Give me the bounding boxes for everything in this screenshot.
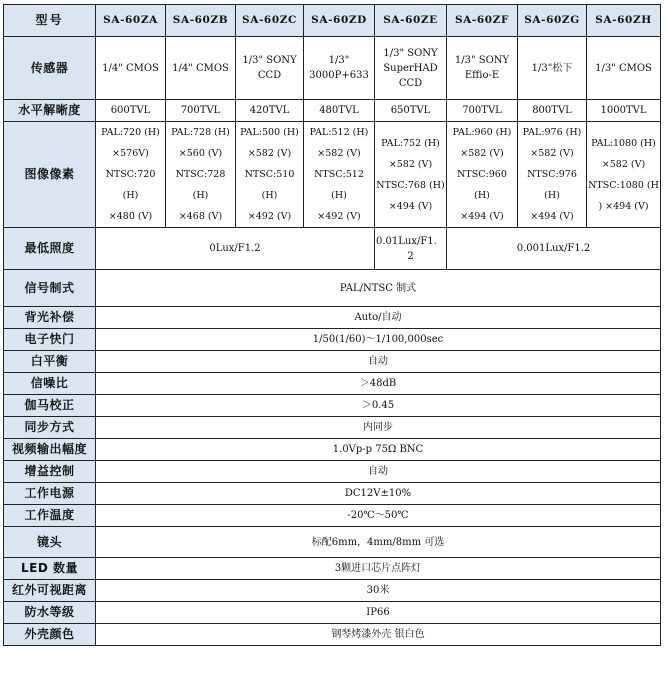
row-value: PAL/NTSC 制式	[96, 270, 661, 307]
row-value: 钢琴烤漆外壳 银白色	[96, 624, 661, 646]
row-value: 1.0Vp-p 75Ω BNC	[96, 439, 661, 461]
illumination-group-3: 0.001Lux/F1.2	[447, 228, 661, 270]
row-label: 工作温度	[4, 505, 96, 527]
pixels-cell: PAL:500 (H) ×582 (V) NTSC:510 (H) ×492 (V)	[236, 122, 304, 228]
row-value: 标配6mm，4mm/8mm 可选	[96, 527, 661, 558]
model-name: SA-60ZE	[375, 5, 447, 37]
row-value: ＞0.45	[96, 395, 661, 417]
resolution-cell: 700TVL	[166, 100, 236, 122]
row-value: 自动	[96, 461, 661, 483]
model-name: SA-60ZC	[236, 5, 304, 37]
resolution-cell: 480TVL	[304, 100, 375, 122]
row-label: 白平衡	[4, 351, 96, 373]
row-value: DC12V±10%	[96, 483, 661, 505]
spec-row	[4, 461, 661, 483]
sensor-row	[4, 37, 661, 100]
resolution-cell: 650TVL	[375, 100, 447, 122]
row-label: 信号制式	[4, 270, 96, 307]
row-value: 1/50(1/60)～1/100,000sec	[96, 329, 661, 351]
resolution-cell: 700TVL	[447, 100, 518, 122]
spec-row	[4, 483, 661, 505]
resolution-cell: 600TVL	[96, 100, 166, 122]
row-label: 外壳颜色	[4, 624, 96, 646]
illumination-group-2: 0.01Lux/F1. 2	[375, 228, 447, 270]
header-row	[4, 5, 661, 37]
row-value: 自动	[96, 351, 661, 373]
sensor-cell: 1/4" CMOS	[166, 37, 236, 100]
model-name: SA-60ZF	[447, 5, 518, 37]
row-label: 增益控制	[4, 461, 96, 483]
resolution-cell: 800TVL	[518, 100, 587, 122]
illumination-row	[4, 228, 661, 270]
row-value: 3颗进口芯片点阵灯	[96, 558, 661, 580]
pixels-cell: PAL:752 (H) ×582 (V) NTSC:768 (H) ×494 (V)	[375, 122, 447, 228]
spec-row	[4, 439, 661, 461]
spec-row	[4, 270, 661, 307]
pixels-cell: PAL:720 (H) ×576V) NTSC:720 (H) ×480 (V)	[96, 122, 166, 228]
pixels-cell: PAL:1080 (H) ×582 (V) NTSC:1080 (H ) ×494 (V)	[587, 122, 661, 228]
pixels-cell: PAL:728 (H) ×560 (V) NTSC:728 (H) ×468 (V)	[166, 122, 236, 228]
row-value: -20℃～50℃	[96, 505, 661, 527]
row-value: ＞48dB	[96, 373, 661, 395]
spec-row	[4, 373, 661, 395]
spec-row	[4, 580, 661, 602]
sensor-cell: 1/3" 3000P+633	[304, 37, 375, 100]
resolution-row	[4, 100, 661, 122]
spec-row	[4, 417, 661, 439]
row-label: 图像像素	[4, 122, 96, 228]
model-header-label: 型号	[4, 5, 96, 37]
sensor-cell: 1/3" SONY SuperHAD CCD	[375, 37, 447, 100]
pixels-cell: PAL:512 (H) ×582 (V) NTSC:512 (H) ×492 (V)	[304, 122, 375, 228]
resolution-cell: 1000TVL	[587, 100, 661, 122]
row-label: 工作电源	[4, 483, 96, 505]
row-label: 信噪比	[4, 373, 96, 395]
row-value: 30米	[96, 580, 661, 602]
sensor-cell: 1/4" CMOS	[96, 37, 166, 100]
row-label: 伽马校正	[4, 395, 96, 417]
pixels-cell: PAL:960 (H) ×582 (V) NTSC:960 (H) ×494 (V)	[447, 122, 518, 228]
model-name: SA-60ZD	[304, 5, 375, 37]
row-label: LED 数量	[4, 558, 96, 580]
model-name: SA-60ZA	[96, 5, 166, 37]
row-label: 红外可视距离	[4, 580, 96, 602]
spec-row	[4, 602, 661, 624]
sensor-cell: 1/3" SONY CCD	[236, 37, 304, 100]
resolution-cell: 420TVL	[236, 100, 304, 122]
sensor-cell: 1/3"松下	[518, 37, 587, 100]
row-label: 视频输出幅度	[4, 439, 96, 461]
illumination-group-1: 0Lux/F1.2	[96, 228, 375, 270]
model-name: SA-60ZH	[587, 5, 661, 37]
row-value: IP66	[96, 602, 661, 624]
spec-row	[4, 505, 661, 527]
row-value: 内同步	[96, 417, 661, 439]
spec-row	[4, 351, 661, 373]
spec-row	[4, 307, 661, 329]
row-label: 水平解晰度	[4, 100, 96, 122]
row-label: 背光补偿	[4, 307, 96, 329]
sensor-cell: 1/3" CMOS	[587, 37, 661, 100]
pixels-row	[4, 122, 661, 228]
row-label: 最低照度	[4, 228, 96, 270]
spec-row	[4, 527, 661, 558]
spec-row	[4, 395, 661, 417]
model-name: SA-60ZG	[518, 5, 587, 37]
model-name: SA-60ZB	[166, 5, 236, 37]
spec-table	[3, 4, 661, 646]
row-label: 传感器	[4, 37, 96, 100]
pixels-cell: PAL:976 (H) ×582 (V) NTSC:976 (H) ×494 (V)	[518, 122, 587, 228]
sensor-cell: 1/3" SONY Effio-E	[447, 37, 518, 100]
spec-row	[4, 624, 661, 646]
row-label: 同步方式	[4, 417, 96, 439]
row-label: 防水等级	[4, 602, 96, 624]
spec-row	[4, 329, 661, 351]
spec-row	[4, 558, 661, 580]
row-value: Auto/自动	[96, 307, 661, 329]
row-label: 镜头	[4, 527, 96, 558]
row-label: 电子快门	[4, 329, 96, 351]
